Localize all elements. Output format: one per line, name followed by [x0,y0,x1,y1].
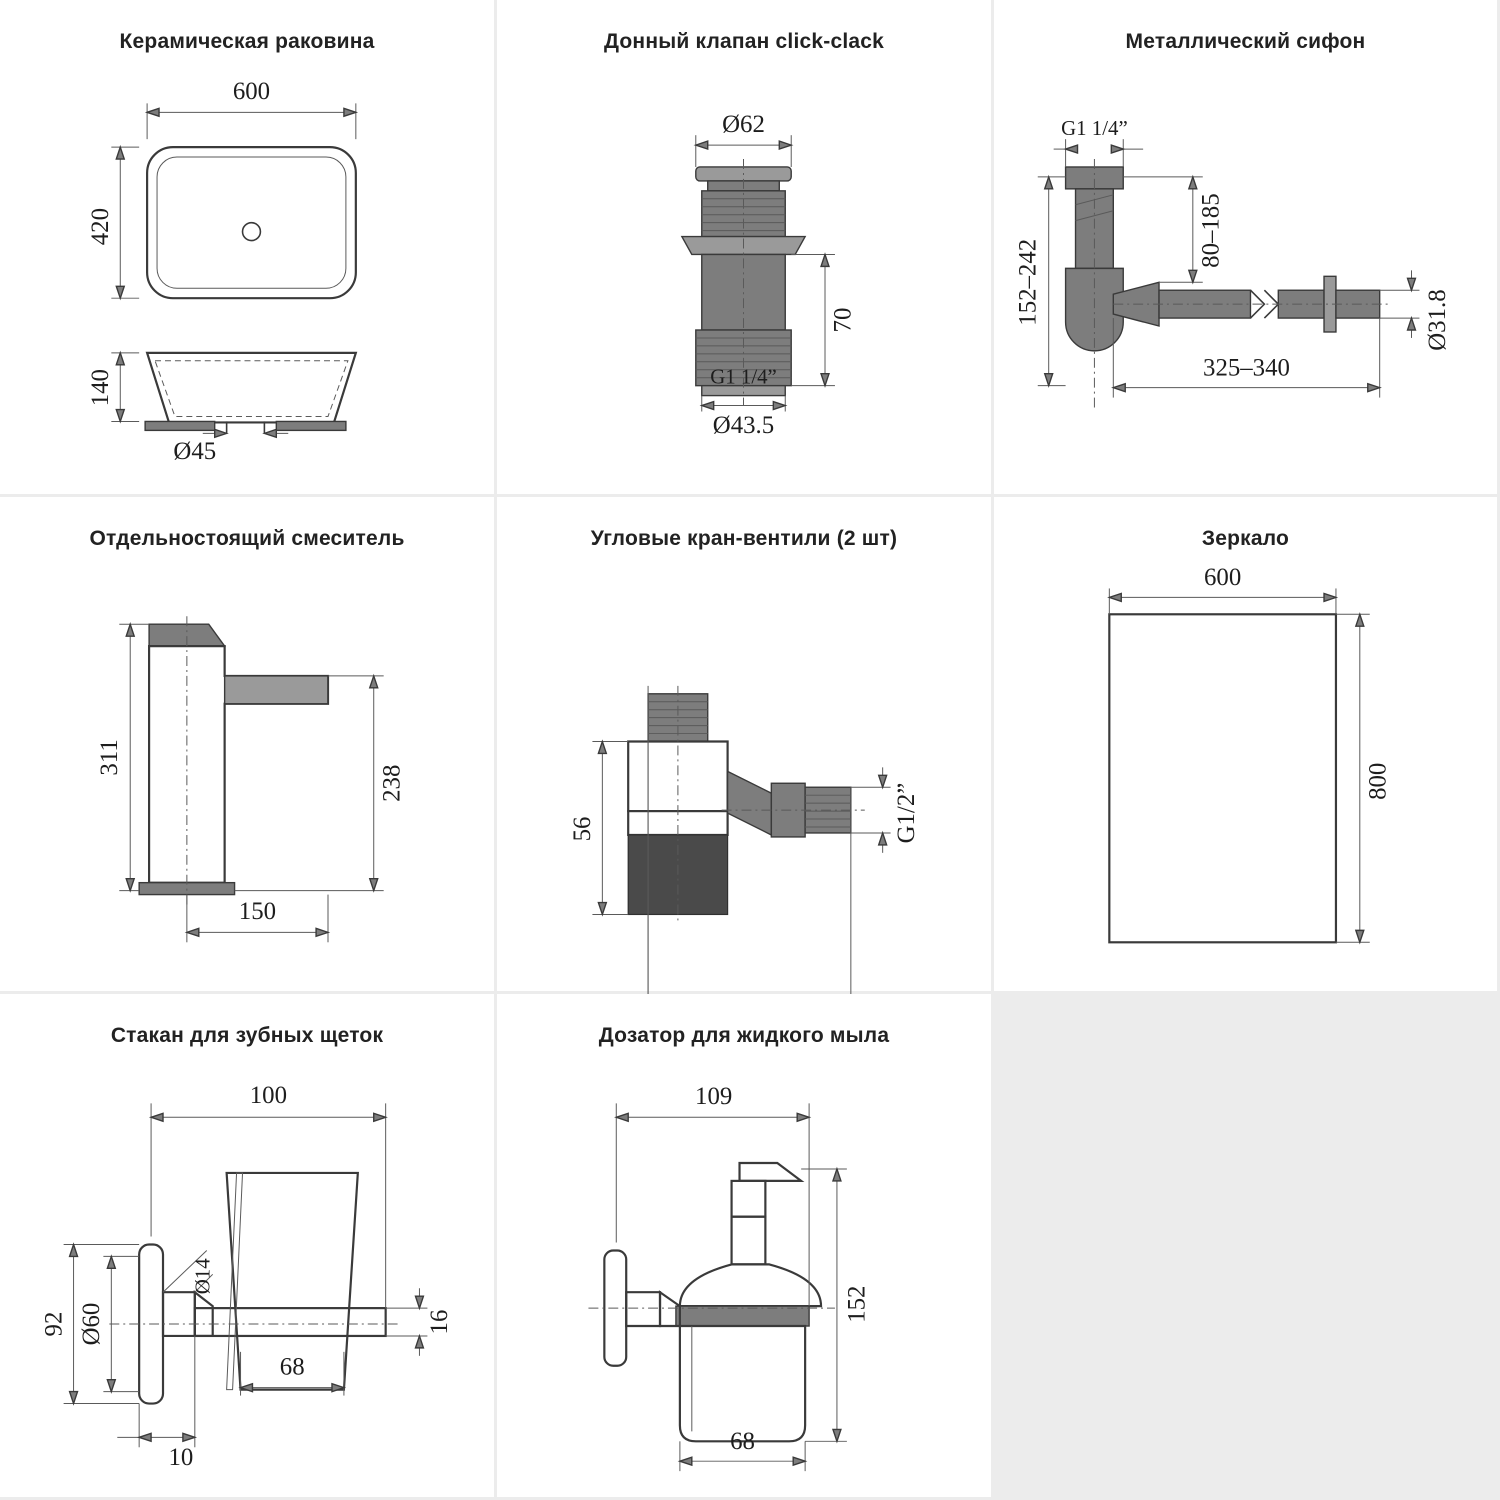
cell-sink [0,0,494,494]
dim-valve-g114: G1 1/4” [710,364,777,389]
dim-tumbler-92: 92 [40,1311,68,1337]
dim-valve-d435: Ø43.5 [712,412,775,440]
dim-siphon-152-242: 152–242 [1014,238,1042,326]
dim-mixer-238: 238 [378,764,406,802]
dim-tumbler-d14: Ø14 [190,1258,215,1295]
mixer-drawing [0,497,494,991]
dim-tumbler-16: 16 [426,1309,454,1335]
cell-mirror [994,497,1497,991]
dim-mixer-150: 150 [238,898,277,926]
cell-title-sink: Керамическая раковина [119,30,375,53]
cell-title-siphon: Металлический сифон [1125,30,1366,53]
mirror-drawing [994,497,1497,991]
cell-title-mixer: Отдельностоящий смеситель [89,527,405,550]
cell-dispenser [497,994,991,1497]
click-clack-drawing [497,0,991,494]
cell-title-click-clack: Донный клапан click-clack [603,30,884,53]
dim-valve-70: 70 [829,307,857,333]
dim-sink-140: 140 [87,369,115,407]
cell-mixer [0,497,494,991]
cell-tumbler [0,994,494,1497]
dim-dispenser-109: 109 [695,1083,733,1111]
dim-tumbler-d60: Ø60 [78,1302,106,1346]
dim-sink-600: 600 [232,78,271,106]
dim-siphon-d318: Ø31.8 [1424,289,1452,351]
dim-mirror-800: 800 [1364,762,1392,800]
dim-tumbler-100: 100 [249,1082,287,1110]
dim-valve-d62: Ø62 [722,110,765,138]
dim-sink-d45: Ø45 [173,437,217,465]
cell-empty [994,994,1497,1497]
cell-title-mirror: Зеркало [1201,527,1290,550]
cell-click-clack [497,0,991,494]
dim-sink-420: 420 [87,207,115,246]
dim-siphon-g114: G1 1/4” [1061,116,1128,141]
cell-siphon [994,0,1497,494]
tumbler-drawing [0,994,494,1497]
cell-title-valves: Угловые кран-вентили (2 шт) [590,527,898,550]
cell-title-dispenser: Дозатор для жидкого мыла [598,1024,890,1047]
dim-dispenser-68: 68 [730,1428,755,1456]
dim-dispenser-152: 152 [843,1285,871,1323]
siphon-drawing [994,0,1497,494]
cell-title-tumbler: Стакан для зубных щеток [110,1024,384,1047]
dim-tumbler-68: 68 [279,1353,305,1381]
dim-siphon-80-185: 80–185 [1197,193,1225,268]
dim-tumbler-10: 10 [168,1443,194,1471]
dim-valves-g12: G1/2” [893,782,921,844]
cell-valves [497,497,991,991]
dim-mixer-311: 311 [96,739,124,776]
dim-valves-56: 56 [569,816,597,842]
sink-drawing [0,0,494,494]
dispenser-drawing [497,994,991,1497]
dim-siphon-325-340: 325–340 [1203,354,1290,382]
valves-drawing [497,497,991,991]
dim-mirror-600: 600 [1204,564,1242,592]
